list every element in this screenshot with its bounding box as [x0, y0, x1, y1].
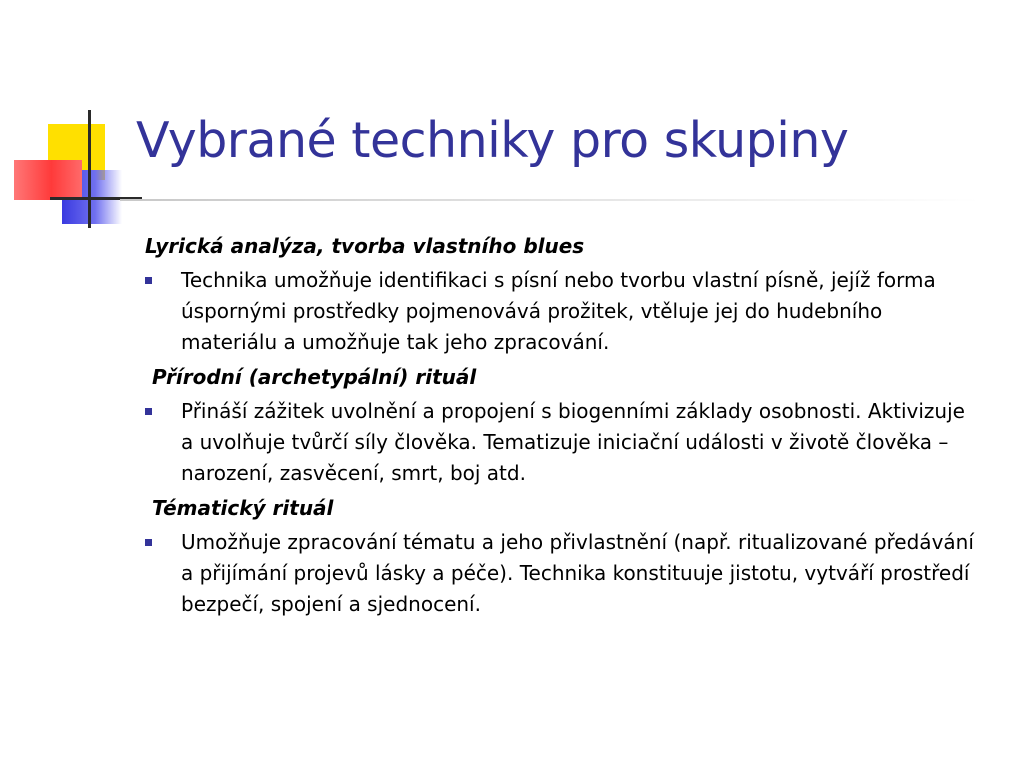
section-heading: Tématický rituál — [152, 496, 334, 520]
bullet-item — [145, 265, 975, 358]
square-bullet-icon — [145, 408, 152, 415]
logo-red-square — [14, 160, 82, 200]
bullet-item — [145, 396, 975, 489]
square-bullet-icon — [145, 277, 152, 284]
section-heading: Lyrická analýza, tvorba vlastního blues — [145, 234, 585, 258]
bullet-text: Umožňuje zpracování tématu a jeho přivlastnění (např. ritualizované předávání a přijímání projevů lásky a péče). Technika konstituuje jistotu, vytváří prostředí bezpečí, spojení a sjednocení. — [181, 530, 974, 616]
bullet-text: Technika umožňuje identifikaci s písní nebo tvorbu vlastní písně, jejíž forma úspornými prostředky pojmenovává prožitek, vtěluje jej do hudebního materiálu a umožňuje tak jeho zpracování. — [181, 268, 936, 354]
bullet-text: Přináší zážitek uvolnění a propojení s biogenními základy osobnosti. Aktivizuje a uvolňuje tvůrčí síly člověka. Tematizuje iniciační události v životě člověka – narození, zasvěcení, smrt, boj atd. — [181, 399, 965, 485]
bullet-item — [145, 527, 975, 620]
title-divider — [120, 199, 980, 201]
slide-content — [145, 232, 975, 625]
section-heading: Přírodní (archetypální) rituál — [152, 365, 477, 389]
square-bullet-icon — [145, 539, 152, 546]
logo-vertical-line — [88, 110, 91, 228]
slide-title: Vybrané techniky pro skupiny — [136, 112, 849, 169]
